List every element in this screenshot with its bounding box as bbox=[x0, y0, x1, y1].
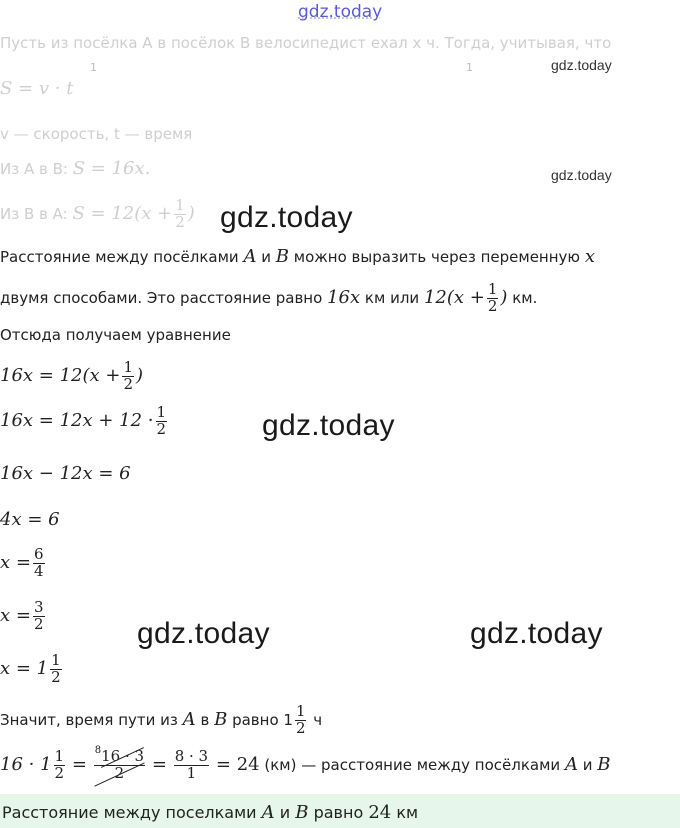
calc-and: и bbox=[582, 755, 593, 774]
calc-den2: 2 bbox=[94, 766, 145, 782]
faded-from-a-label: Из A в B: bbox=[0, 160, 68, 178]
answer-and: и bbox=[279, 803, 291, 822]
watermark-small-1: gdz.today bbox=[551, 57, 612, 73]
faded-from-b bbox=[0, 198, 195, 231]
distance-line1-text-b: можно выразить через переменную bbox=[293, 248, 581, 266]
answer-equals: равно bbox=[313, 803, 364, 822]
calc-den1: 2 bbox=[54, 763, 65, 782]
answer-var-a: A bbox=[261, 802, 275, 823]
watermark-large-4: gdz.today bbox=[470, 617, 603, 650]
calc-var-b: B bbox=[597, 753, 611, 775]
watermark-large-2: gdz.today bbox=[262, 409, 395, 442]
distance-line1-and: и bbox=[261, 248, 271, 266]
time-conclusion bbox=[0, 704, 322, 737]
watermark-small-2: gdz.today bbox=[551, 167, 612, 183]
eq1-num: 1 bbox=[123, 358, 134, 376]
distance-line2-expr2-start: 12(x + bbox=[423, 286, 485, 308]
equation-5 bbox=[0, 547, 47, 580]
time-den: 2 bbox=[295, 718, 306, 737]
equation-4: 4x = 6 bbox=[0, 509, 60, 530]
eq5-den: 4 bbox=[33, 561, 44, 580]
eq7-start: x = 1 bbox=[0, 657, 49, 679]
calc-eq1: = bbox=[71, 753, 87, 775]
faded-from-b-label: Из B в A: bbox=[0, 204, 68, 223]
eq6-fraction bbox=[33, 600, 45, 633]
eq5-start: x = bbox=[0, 551, 31, 573]
equation-7 bbox=[0, 653, 64, 686]
eq5-fraction bbox=[33, 547, 45, 580]
distance-line1-var-x: x bbox=[584, 246, 595, 267]
time-fraction bbox=[295, 704, 307, 737]
calc-start: 16 · 1 bbox=[0, 753, 52, 775]
faded-formula: S = v · t bbox=[0, 78, 74, 99]
answer-value: 24 bbox=[368, 802, 392, 823]
distance-line1-var-b: B bbox=[275, 246, 289, 267]
distance-line2-expr1: 16x bbox=[327, 286, 361, 308]
calc-result: = 24 bbox=[215, 753, 260, 775]
eq1-end: ) bbox=[136, 364, 144, 386]
distance-line2-fraction bbox=[487, 282, 499, 315]
answer-var-b: B bbox=[295, 802, 309, 823]
equation-6 bbox=[0, 600, 47, 633]
distance-line2-unit2: км. bbox=[512, 288, 538, 307]
eq7-num: 1 bbox=[51, 651, 61, 669]
answer-unit: км bbox=[396, 803, 419, 822]
time-var-a: A bbox=[182, 708, 196, 730]
faded-stray-mark-1: 1 bbox=[90, 61, 97, 74]
calc-small-num: 8 bbox=[94, 745, 102, 756]
time-text-a: Значит, время пути из bbox=[0, 710, 178, 729]
distance-calculation bbox=[0, 745, 611, 782]
distance-line2-num: 1 bbox=[487, 280, 498, 298]
calc-den3: 1 bbox=[186, 763, 197, 782]
watermark-large-1: gdz.today bbox=[220, 201, 353, 234]
equation-intro: Отсюда получаем уравнение bbox=[0, 326, 231, 344]
eq6-den: 2 bbox=[33, 614, 44, 633]
calc-unit: (км) — расстояние между посёлками bbox=[264, 755, 561, 774]
calc-var-a: A bbox=[564, 753, 578, 775]
eq1-start: 16x = 12(x + bbox=[0, 364, 121, 386]
calc-eq2: = bbox=[151, 753, 167, 775]
faded-from-a bbox=[0, 160, 150, 178]
eq1-fraction bbox=[122, 360, 134, 393]
faded-from-b-num: 1 bbox=[175, 196, 185, 214]
time-in: в bbox=[200, 710, 210, 729]
calc-num2: 16 · 3 bbox=[101, 747, 145, 765]
calc-fraction-2 bbox=[94, 745, 145, 782]
eq1-den: 2 bbox=[123, 374, 134, 393]
distance-line-1 bbox=[0, 248, 595, 266]
faded-from-b-formula-start: S = 12(x + bbox=[72, 202, 173, 224]
distance-line2-unit1: км или bbox=[364, 288, 420, 307]
answer-text bbox=[2, 802, 418, 823]
equation-2 bbox=[0, 405, 169, 438]
faded-from-b-formula-end: ) bbox=[187, 202, 195, 224]
answer-text-a: Расстояние между поселками bbox=[2, 803, 257, 822]
time-unit: ч bbox=[313, 710, 323, 729]
faded-from-b-den: 2 bbox=[175, 212, 185, 231]
watermark-large-3: gdz.today bbox=[137, 617, 270, 650]
distance-line2-text-a: двумя способами. Это расстояние равно bbox=[0, 288, 323, 307]
distance-line1-var-a: A bbox=[243, 246, 257, 267]
eq5-num: 6 bbox=[33, 545, 44, 563]
eq6-start: x = bbox=[0, 604, 31, 626]
eq7-fraction bbox=[50, 653, 62, 686]
faded-from-b-fraction bbox=[174, 198, 186, 231]
eq2-num: 1 bbox=[156, 403, 167, 421]
eq7-den: 2 bbox=[51, 667, 61, 686]
equation-1 bbox=[0, 360, 143, 393]
calc-num3: 8 · 3 bbox=[174, 747, 209, 765]
distance-line2-den: 2 bbox=[487, 296, 498, 315]
eq2-den: 2 bbox=[156, 419, 167, 438]
faded-intro-line: Пусть из посёлка A в посёлок B велосипедист ехал x ч. Тогда, учитывая, что bbox=[0, 34, 612, 52]
faded-stray-mark-2: 1 bbox=[466, 61, 473, 74]
time-num: 1 bbox=[295, 702, 306, 720]
answer-bar bbox=[0, 794, 680, 828]
eq2-start: 16x = 12x + 12 · bbox=[0, 409, 154, 431]
calc-num1: 1 bbox=[54, 747, 65, 765]
time-var-b: B bbox=[214, 708, 228, 730]
eq2-fraction bbox=[156, 405, 168, 438]
faded-definitions: v — скорость, t — время bbox=[0, 125, 193, 143]
faded-from-a-formula: S = 16x. bbox=[72, 158, 151, 179]
equation-3: 16x − 12x = 6 bbox=[0, 463, 131, 484]
distance-line1-text-a: Расстояние между посёлками bbox=[0, 248, 239, 266]
time-equals: равно 1 bbox=[232, 710, 293, 729]
calc-fraction-1 bbox=[54, 749, 66, 782]
site-header-link[interactable]: gdz.today bbox=[298, 2, 383, 22]
calc-fraction-3 bbox=[174, 749, 209, 782]
distance-line2-expr2-end: ) bbox=[500, 286, 508, 308]
eq6-num: 3 bbox=[33, 598, 44, 616]
distance-line-2 bbox=[0, 282, 537, 315]
